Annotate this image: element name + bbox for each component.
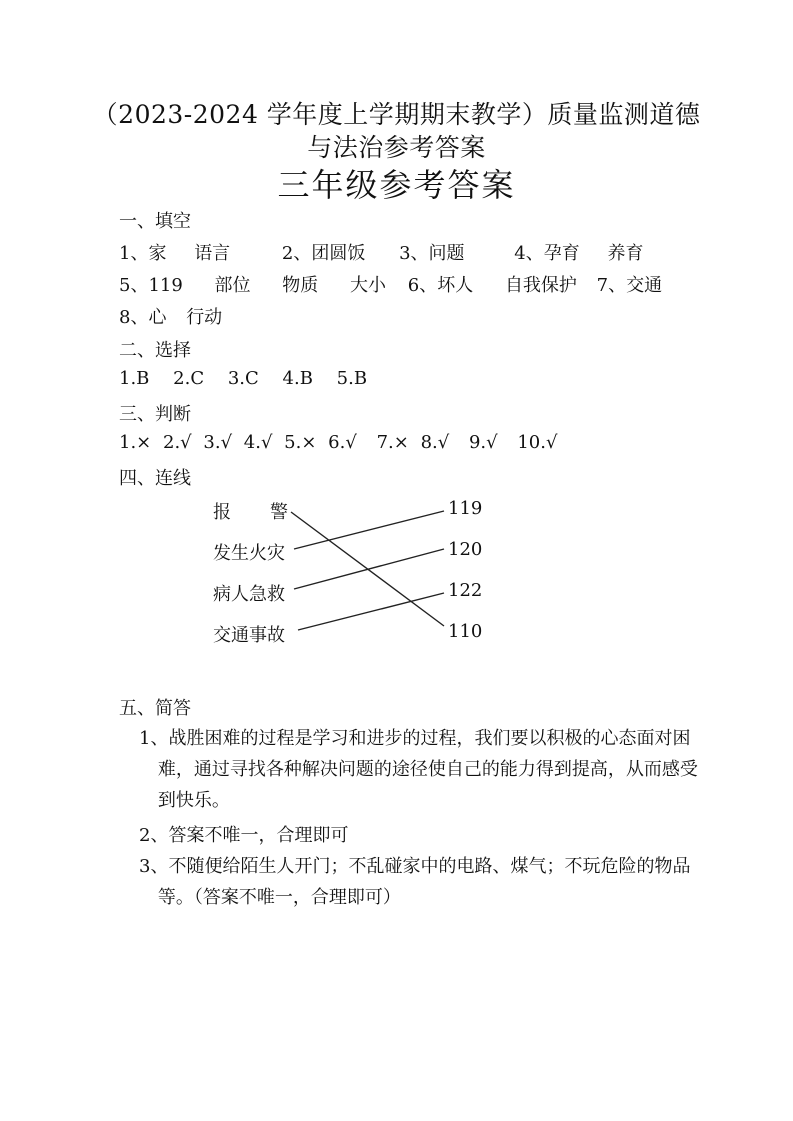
match-left-item: 警 <box>270 502 288 523</box>
fill-answer: 3、问题 <box>399 243 465 264</box>
section-1-heading: 一、填空 <box>119 211 191 232</box>
fill-answer: 7、交通 <box>596 275 663 296</box>
judge-answer: 1.× <box>119 432 152 453</box>
judge-answer: 7.× <box>376 432 409 453</box>
judge-answer: 2.√ <box>163 432 192 453</box>
match-line-fire-119 <box>294 511 444 549</box>
fill-answer: 行动 <box>186 307 223 328</box>
section-5-heading: 五、简答 <box>119 698 191 719</box>
judge-answer: 9.√ <box>468 432 498 453</box>
judge-answer: 10.√ <box>517 432 558 453</box>
fill-answer: 物质 <box>282 275 319 296</box>
fill-answer: 8、心 <box>119 307 167 328</box>
match-right-item: 119 <box>448 498 483 519</box>
match-right-item: 110 <box>448 621 483 642</box>
judge-answer: 5.× <box>284 432 317 453</box>
match-right-item: 122 <box>448 580 483 601</box>
match-line-medical-120 <box>294 549 444 589</box>
fill-row-1 <box>119 239 643 265</box>
choice-answer: 5.B <box>336 368 368 389</box>
fill-answer: 6、坏人 <box>407 275 474 296</box>
match-line-traffic-122 <box>298 593 444 630</box>
choice-answers <box>119 368 367 389</box>
section-4-heading: 四、连线 <box>119 468 191 489</box>
fill-answer: 语言 <box>194 243 231 264</box>
section-2-heading: 二、选择 <box>119 340 191 361</box>
choice-answer: 3.C <box>227 368 259 389</box>
judge-answer: 3.√ <box>203 432 233 453</box>
document-title-line-1: （2023-2024 学年度上学期期末教学）质量监测道德 <box>92 100 701 129</box>
fill-answer: 2、团圆饭 <box>281 243 366 264</box>
document-title-line-2: 与法治参考答案 <box>307 133 486 162</box>
fill-answer: 部位 <box>214 275 251 296</box>
match-left-item: 报 <box>213 502 231 523</box>
choice-answer: 1.B <box>119 368 150 389</box>
judge-answers <box>119 432 557 453</box>
short-answer-3: 3、不随便给陌生人开门；不乱碰家中的电路、煤气；不玩危险的物品等。（答案不唯一，合理即可） <box>139 856 691 908</box>
match-line-alarm-110 <box>291 512 444 626</box>
short-answer-1: 1、战胜困难的过程是学习和进步的过程，我们要以积极的心态面对困难，通过寻找各种解决问题的途径使自己的能力得到提高，从而感受到快乐。 <box>139 728 698 811</box>
document-subtitle: 三年级参考答案 <box>277 166 516 204</box>
fill-answer: 5、119 <box>119 275 183 296</box>
fill-answer: 养育 <box>607 243 644 264</box>
choice-answer: 4.B <box>282 368 313 389</box>
match-left-item: 病人急救 <box>213 584 285 605</box>
match-right-item: 120 <box>448 539 483 560</box>
judge-answer: 6.√ <box>328 432 357 453</box>
section-3-heading: 三、判断 <box>119 404 191 425</box>
choice-answer: 2.C <box>173 368 205 389</box>
fill-answer: 1、家 <box>119 243 167 264</box>
short-answer-2: 2、答案不唯一，合理即可 <box>139 825 349 846</box>
fill-answer: 自我保护 <box>504 275 577 296</box>
judge-answer: 4.√ <box>243 432 273 453</box>
match-left-item: 发生火灾 <box>213 543 285 564</box>
fill-answer: 4、孕育 <box>514 243 580 264</box>
fill-answer: 大小 <box>350 275 387 296</box>
judge-answer: 8.√ <box>420 432 450 453</box>
fill-row-3 <box>119 303 222 329</box>
fill-row-2 <box>119 271 662 297</box>
match-left-item: 交通事故 <box>213 625 285 646</box>
